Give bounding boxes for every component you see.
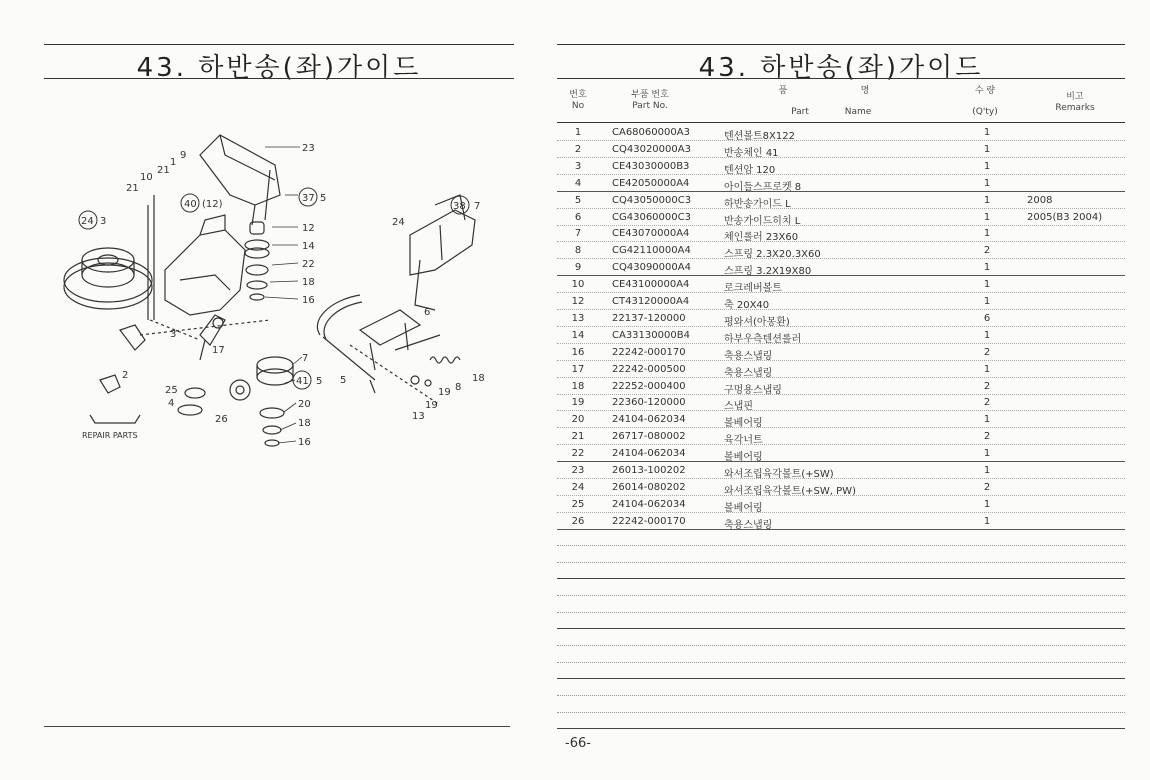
row-qty: 1 [983, 194, 991, 206]
callout-41: 41 [296, 376, 309, 387]
row-part-name: 축용스냅링 [724, 350, 773, 362]
row-no: 2 [574, 143, 582, 155]
col-header-name-ko1: 품 [778, 86, 788, 96]
row-no: 23 [571, 465, 585, 476]
row-part-name: 하부우측텐션롤러 [724, 333, 802, 345]
table-row [557, 175, 1125, 192]
row-part-no: CE43070000A4 [612, 228, 690, 240]
row-no: 9 [574, 262, 582, 274]
callout-3: 3 [170, 329, 177, 340]
right-page-title: 43. 하반송(좌)가이드 [698, 53, 984, 83]
row-qty: 1 [983, 296, 991, 307]
callout-38-qty: 7 [474, 201, 481, 212]
row-part-name: 평와셔(아몽환) [724, 316, 790, 328]
callout-41-qty: 5 [316, 376, 323, 387]
row-remarks: 2008 [1027, 194, 1053, 206]
row-part-name: 볼베어링 [724, 418, 763, 430]
callout-20: 20 [298, 399, 311, 410]
callout-22: 22 [302, 259, 315, 270]
table-row [557, 361, 1125, 378]
callout-37: 37 [302, 193, 315, 204]
row-remarks: 2005(B3 2004) [1027, 211, 1103, 223]
row-part-no: CQ43050000C3 [612, 194, 692, 206]
row-qty: 1 [983, 448, 991, 460]
table-row [557, 411, 1125, 428]
callout-4: 4 [168, 398, 175, 409]
row-part-name: 체인롤러 23X60 [724, 232, 799, 244]
table-row [557, 462, 1125, 479]
row-part-no: CT43120000A4 [612, 296, 690, 307]
table-row [557, 378, 1125, 395]
row-part-name: 반송가이드히치 L [724, 215, 801, 227]
callout-40: 40 [184, 199, 197, 210]
row-no: 25 [571, 498, 585, 510]
repair-parts-label: REPAIR PARTS [82, 431, 138, 440]
row-part-no: 22137-120000 [612, 312, 686, 324]
row-part-name: 구멍용스냅링 [724, 384, 782, 396]
callout-1: 1 [170, 157, 177, 168]
row-part-name: 축용스냅링 [724, 367, 773, 379]
callout-14: 14 [302, 241, 315, 252]
callout-12-ref: (12) [202, 199, 223, 210]
row-part-name: 하반송가이드 L [724, 198, 791, 210]
callout-24-qty: 3 [100, 216, 107, 227]
row-part-no: 22252-000400 [612, 380, 686, 392]
callout-10: 10 [140, 172, 153, 183]
row-qty: 2 [983, 481, 991, 493]
row-no: 22 [571, 448, 585, 460]
table-row [557, 209, 1125, 226]
callout-17: 17 [212, 345, 225, 356]
row-part-name: 와셔조립육각볼트(+SW, PW) [724, 485, 856, 497]
row-no: 10 [571, 279, 585, 291]
callout-8: 8 [455, 382, 462, 393]
row-part-name: 볼베어링 [724, 452, 763, 464]
table-row [557, 310, 1125, 327]
table-row [557, 124, 1125, 141]
row-qty: 1 [983, 177, 991, 189]
row-part-no: 26013-100202 [612, 465, 686, 476]
row-qty: 1 [983, 515, 991, 527]
row-no: 16 [571, 346, 585, 358]
callout-12: 12 [302, 223, 315, 234]
row-part-no: 22360-120000 [612, 397, 686, 409]
row-part-no: 24104-062034 [612, 414, 686, 426]
table-row [557, 344, 1125, 361]
callout-37-qty: 5 [320, 193, 327, 204]
table-row [557, 293, 1125, 310]
row-no: 26 [571, 515, 585, 527]
row-part-name: 육각너트 [724, 435, 763, 447]
callout-38: 38 [453, 201, 466, 212]
row-part-no: 22242-000170 [612, 346, 686, 358]
callout-23: 23 [302, 143, 315, 154]
callout-19a: 19 [425, 400, 438, 411]
row-part-no: CA68060000A3 [612, 127, 690, 138]
table-row [557, 141, 1125, 158]
row-part-name: 와셔조립육각볼트(+SW) [724, 469, 834, 480]
title-bottom-rule [557, 78, 1125, 79]
row-qty: 1 [983, 228, 991, 240]
table-row [557, 479, 1125, 496]
row-part-name: 로크레버볼트 [724, 283, 782, 295]
row-no: 21 [571, 431, 585, 443]
row-no: 20 [571, 414, 585, 426]
row-no: 17 [571, 363, 585, 375]
table-row [557, 428, 1125, 445]
callout-19b: 19 [438, 387, 451, 398]
callout-21b: 21 [126, 183, 139, 194]
left-bottom-rule [44, 726, 510, 727]
row-qty: 1 [983, 262, 991, 274]
row-no: 13 [571, 312, 585, 324]
row-no: 5 [574, 194, 582, 206]
callout-21a: 21 [157, 165, 170, 176]
col-header-no: 번호 No [569, 90, 587, 111]
callout-18c: 18 [472, 373, 485, 384]
row-qty: 2 [983, 431, 991, 443]
row-part-no: 24104-062034 [612, 498, 686, 510]
row-qty: 2 [983, 397, 991, 409]
table-row [557, 225, 1125, 242]
table-row [557, 394, 1125, 411]
row-part-no: 26717-080002 [612, 431, 686, 443]
table-row [557, 445, 1125, 462]
callout-24-right: 24 [392, 217, 405, 228]
row-qty: 2 [983, 380, 991, 392]
row-part-name: 반송체인 41 [724, 147, 779, 159]
callout-6: 6 [424, 307, 431, 318]
row-part-no: CQ43020000A3 [612, 143, 691, 155]
callout-2: 2 [122, 370, 129, 381]
row-part-no: CG43060000C3 [612, 211, 691, 223]
row-no: 3 [574, 160, 582, 172]
row-part-name: 스프링 3.2X19X80 [724, 266, 812, 278]
row-no: 14 [571, 329, 585, 341]
header-rule [557, 122, 1125, 123]
row-qty: 1 [983, 329, 991, 341]
row-part-name: 축 20X40 [724, 300, 770, 311]
row-qty: 1 [983, 160, 991, 172]
table-row [557, 192, 1125, 209]
table-row [557, 242, 1125, 259]
col-header-name-ko2: 명 [860, 86, 870, 96]
table-row [557, 276, 1125, 293]
row-no: 8 [574, 245, 582, 257]
table-row [557, 513, 1125, 530]
col-header-name-en1: Part [791, 107, 809, 117]
row-part-name: 아이들스프로켓 8 [724, 181, 802, 193]
row-qty: 1 [983, 465, 991, 476]
table-row [557, 158, 1125, 175]
callout-18b: 18 [298, 418, 311, 429]
title-top-rule [557, 44, 1125, 45]
row-qty: 1 [983, 211, 991, 223]
callout-9: 9 [180, 150, 187, 161]
row-qty: 2 [983, 346, 991, 358]
row-qty: 1 [983, 127, 991, 138]
callout-5: 5 [340, 375, 347, 386]
row-part-no: CE43030000B3 [612, 160, 690, 172]
row-part-no: CQ43090000A4 [612, 262, 691, 274]
table-row [557, 259, 1125, 276]
left-page [0, 0, 560, 780]
row-part-name: 축용스냅링 [724, 519, 773, 531]
callout-24: 24 [81, 216, 94, 227]
title-top-rule [44, 44, 514, 45]
exploded-parts-diagram [40, 125, 560, 455]
callout-18a: 18 [302, 277, 315, 288]
table-row [557, 327, 1125, 344]
row-part-name: 볼베어링 [724, 502, 763, 514]
row-no: 4 [574, 177, 582, 189]
col-header-name-en2: Name [844, 107, 872, 117]
table-row [557, 496, 1125, 513]
page-number: -66- [565, 736, 591, 751]
row-qty: 1 [983, 498, 991, 510]
callout-26: 26 [215, 414, 228, 425]
row-part-no: CA33130000B4 [612, 329, 690, 341]
row-no: 12 [571, 296, 585, 307]
row-part-no: CE42050000A4 [612, 177, 690, 189]
row-part-name: 스냅핀 [724, 401, 753, 413]
row-part-no: 24104-062034 [612, 448, 686, 460]
row-no: 24 [571, 481, 585, 493]
right-page [545, 0, 1150, 780]
callout-13: 13 [412, 411, 425, 422]
row-no: 1 [574, 127, 582, 138]
row-part-no: 26014-080202 [612, 481, 686, 493]
row-qty: 1 [983, 414, 991, 426]
row-qty: 6 [983, 312, 991, 324]
row-no: 7 [574, 228, 582, 240]
row-no: 19 [571, 397, 585, 409]
row-part-name: 스프링 2.3X20.3X60 [724, 249, 821, 261]
title-bottom-rule [44, 78, 514, 79]
row-qty: 1 [983, 363, 991, 375]
callout-16b: 16 [298, 437, 311, 448]
col-header-qty: 수 량 (Q'ty) [972, 86, 998, 117]
row-no: 18 [571, 380, 585, 392]
row-part-no: CG42110000A4 [612, 245, 691, 257]
row-part-no: CE43100000A4 [612, 279, 690, 291]
row-part-name: 텐션암 120 [724, 164, 776, 176]
row-qty: 1 [983, 143, 991, 155]
callout-25: 25 [165, 385, 178, 396]
row-part-name: 텐션볼트8X122 [724, 131, 795, 142]
row-part-no: 22242-000500 [612, 363, 686, 375]
row-no: 6 [574, 211, 582, 223]
row-qty: 1 [983, 279, 991, 291]
col-header-remarks: 비고 Remarks [1055, 92, 1095, 113]
row-qty: 2 [983, 245, 991, 257]
left-page-title: 43. 하반송(좌)가이드 [136, 53, 422, 83]
col-header-part: 부품 번호 Part No. [631, 90, 669, 111]
callout-16a: 16 [302, 295, 315, 306]
row-part-no: 22242-000170 [612, 515, 686, 527]
callout-7: 7 [302, 353, 309, 364]
